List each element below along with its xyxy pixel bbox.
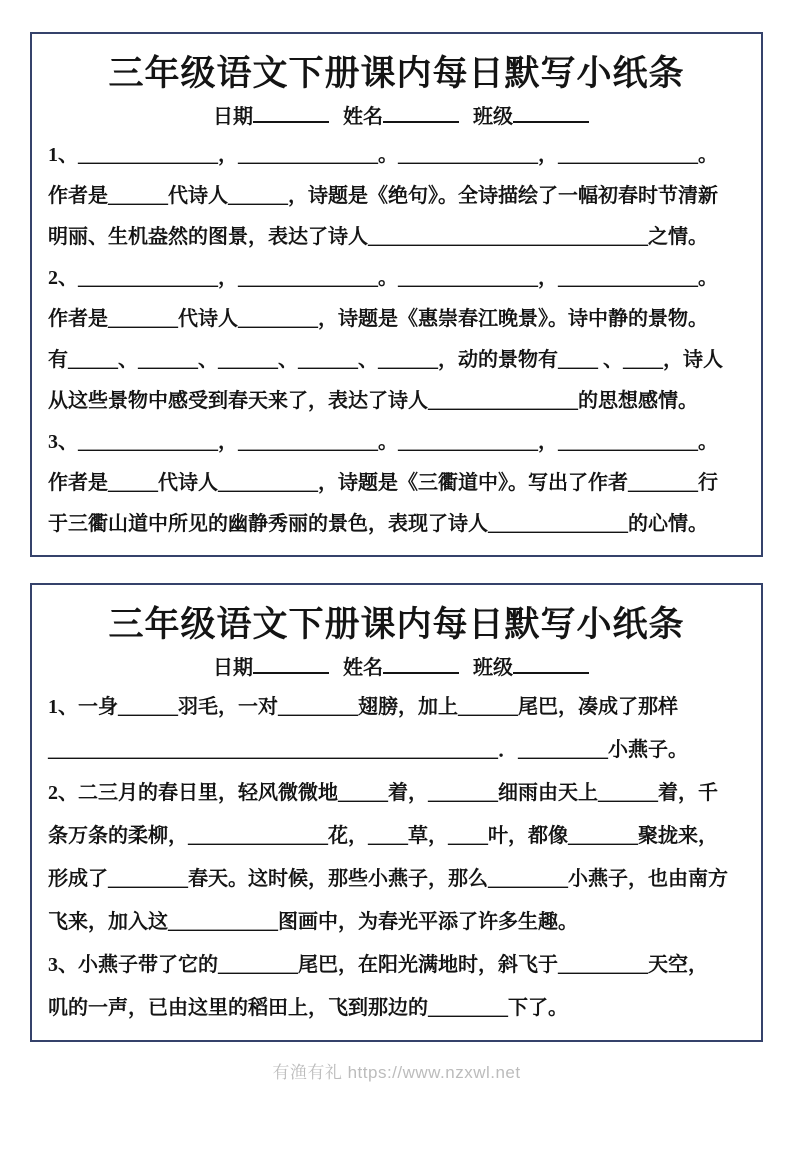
worksheet-line: 明丽、生机盎然的图景，表达了诗人____________________________之情。 — [48, 226, 708, 248]
worksheet-line: 1、______________，______________。______________，______________。 — [48, 144, 718, 166]
date-label: 日期 — [213, 657, 253, 679]
worksheet-line: 飞来，加入这___________图画中，为春光平添了许多生趣。 — [48, 911, 578, 933]
worksheet-line: 作者是_____代诗人__________，诗题是《三衢道中》。写出了作者_______行 — [48, 472, 718, 494]
name-blank-line — [383, 655, 459, 674]
worksheet-line: _____________________________________________．_________小燕子。 — [48, 739, 688, 761]
worksheet-card-2 — [30, 583, 763, 1042]
date-label: 日期 — [213, 106, 253, 128]
worksheet-line: 1、一身______羽毛，一对________翅膀，加上______尾巴，凑成了那样 — [48, 696, 678, 718]
name-blank-line — [383, 104, 459, 123]
worksheet-line: 于三衢山道中所见的幽静秀丽的景色，表现了诗人______________的心情。 — [48, 513, 708, 535]
class-blank-line — [513, 655, 589, 674]
date-blank-line — [253, 655, 329, 674]
worksheet-line: 2、二三月的春日里，轻风微微地_____着，_______细雨由天上______着，千 — [48, 782, 718, 804]
worksheet-page — [0, 32, 793, 1083]
worksheet-line: 有_____、______、______、______、______，动的景物有____ 、____，诗人 — [48, 349, 723, 371]
worksheet-line: 叽的一声，已由这里的稻田上，飞到那边的________下了。 — [48, 997, 568, 1019]
worksheet-card-1 — [30, 32, 763, 557]
worksheet-line: 作者是______代诗人______，诗题是《绝句》。全诗描绘了一幅初春时节清新 — [48, 185, 718, 207]
worksheet-title: 三年级语文下册课内每日默写小纸条 — [108, 54, 685, 93]
meta-row — [48, 100, 745, 129]
worksheet-line: 从这些景物中感受到春天来了，表达了诗人_______________的思想感情。 — [48, 390, 698, 412]
worksheet-line: 3、小燕子带了它的________尾巴，在阳光满地时，斜飞于_________天空， — [48, 954, 708, 976]
name-label: 姓名 — [343, 657, 383, 679]
worksheet-line: 形成了________春天。这时候，那些小燕子，那么________小燕子，也由南方 — [48, 868, 728, 890]
class-label: 班级 — [473, 106, 513, 128]
worksheet-title: 三年级语文下册课内每日默写小纸条 — [108, 605, 685, 644]
worksheet-line: 2、______________，______________。______________，______________。 — [48, 267, 718, 289]
meta-row — [48, 651, 745, 680]
date-blank-line — [253, 104, 329, 123]
worksheet-line: 作者是_______代诗人________，诗题是《惠崇春江晚景》。诗中静的景物。 — [48, 308, 708, 330]
watermark: 有渔有礼 https://www.nzxwl.net — [272, 1063, 521, 1082]
worksheet-line: 条万条的柔柳，______________花，____草，____叶，都像_______聚拢来， — [48, 825, 718, 847]
name-label: 姓名 — [343, 106, 383, 128]
class-blank-line — [513, 104, 589, 123]
class-label: 班级 — [473, 657, 513, 679]
worksheet-line: 3、______________，______________。______________，______________。 — [48, 431, 718, 453]
